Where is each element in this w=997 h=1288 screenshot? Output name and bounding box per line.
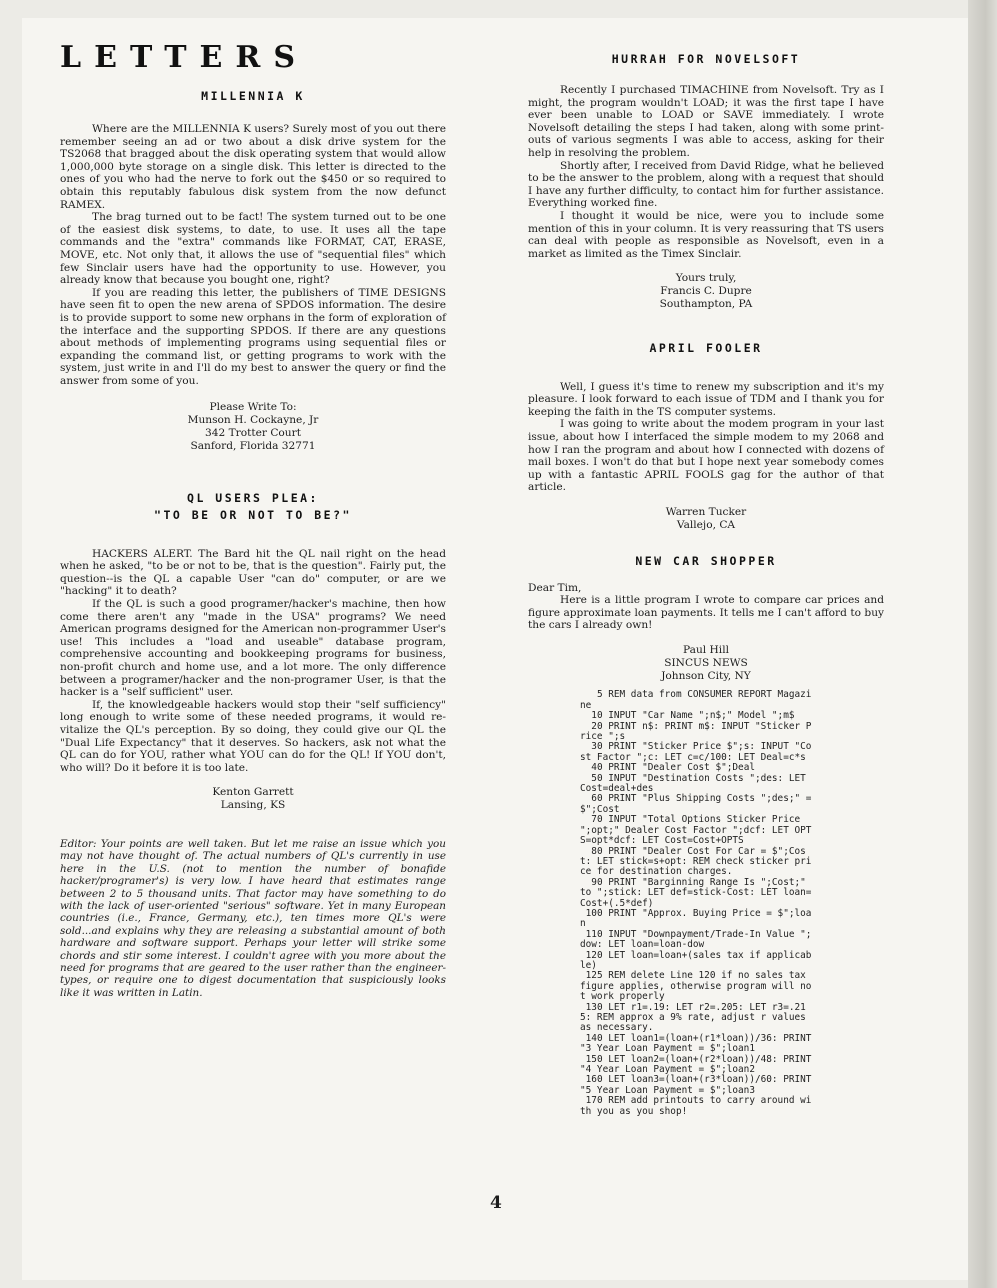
program-line: 70 INPUT "Total Options Sticker Price ";opt;" Dealer Cost Factor ";dcf: LET OPTS=opt*dcf: LET Cost=Cost+OPTS	[580, 814, 812, 847]
program-line: 50 INPUT "Destination Costs ";des: LET Cost=deal+des	[580, 772, 812, 795]
page-title: LETTERS	[60, 40, 309, 75]
millennia-paragraph: The brag turned out to be fact! The system turned out to be one of the easiest disk systems, to date, to use. It uses all the tape commands and the "extra" commands like FORMAT, CAT, ERASE, MOVE, etc. Not only that, it allows the use of "sequential files" which few Sinclair users have had the opportunity to use. However, you already know that because you bought one, right?	[60, 211, 446, 287]
salutation: Dear Tim,	[528, 581, 582, 594]
signature-line: 342 Trotter Court	[205, 427, 301, 440]
program-line: 140 LET loan1=(loan+(r1*loan))/36: PRINT "3 Year Loan Payment = $";loan1	[580, 1032, 818, 1055]
millennia-paragraph: Where are the MILLENNIA K users? Surely most of you out there remember seeing an ad or two about a disk drive system for the TS2068 that bragged about the disk operating system that would allow 1,000,000 byte storage on a single disk. This letter is directed to the ones of you who had the nerve to fork out the $450 or so required to obtain this reputably fabulous disk system from the now defunct RAMEX.	[60, 123, 446, 211]
newcar-signature	[528, 644, 884, 682]
editor-note: Editor: Your points are well taken. But let me raise an issue which you may not have thought of. The actual numbers of QL's currently in use here in the U.S. (not to mention the number of bonafide hacker/programer's) is very low. I have heard that estimates range between 2 to 5 thousand units. That factor may have something to do with the lack of user-oriented "serious" software. Yet in many European countries (i.e., France, Germany, etc.), ten times more QL's were sold...and explains why they are releasing a substantial amount of both hardware and software support. Perhaps your letter will strike some chords and stir some interest. I couldn't agree with you more about the need for programs that are geared to the user rather than the engineer-types, or require one to digest documentation that suspiciously looks like it was written in Latin.	[60, 837, 446, 999]
ql-paragraph: If, the knowledgeable hackers would stop their "self sufficiency" long enough to write some of these needed programs, it would re-vitalize the QL's perception. By so doing, they could give our QL the "Dual Life Expectancy" that it deserves. So hackers, ask not what the QL can do for YOU, rather what YOU can do for the QL! If YOU don't, who will? Do it before it is too late.	[60, 698, 446, 774]
program-line: 60 PRINT "Plus Shipping Costs ";des;" = $";Cost	[580, 793, 818, 815]
signature-line: Sanford, Florida 32771	[190, 439, 316, 452]
millennia-paragraph: If you are reading this letter, the publishers of TIME DESIGNS have seen fit to open the new arena of SPDOS information. The desire is to provide support to some new orphans in the form of exploration of the interface and the supporting SPDOS. If there are any questions about methods of implementing programs using sequential files or expanding the command list, or getting programs to work with the system, just write in and I'll do my best to answer the query or find the answer from some of you.	[60, 286, 446, 387]
signature-line: Yours truly,	[675, 272, 737, 285]
program-line: 10 INPUT "Car Name ";n$;" Model ";m$	[580, 710, 795, 722]
hurrah-paragraph: I thought it would be nice, were you to include some mention of this in your column. It is very reassuring that TS users can deal with people as responsible as Novelsoft, even in a market as limited as the Timex Sinclair.	[528, 209, 884, 260]
hurrah-title: HURRAH FOR NOVELSOFT	[611, 52, 801, 66]
ql-subtitle: "TO BE OR NOT TO BE?"	[154, 507, 352, 522]
signature-line: Paul Hill	[683, 644, 729, 657]
basic-program-listing	[580, 689, 818, 1117]
signature-line: Vallejo, CA	[676, 518, 736, 531]
newcar-paragraph: Here is a little program I wrote to compare car prices and figure approximate loan payments. It tells me I can't afford to buy the cars I already own!	[528, 594, 884, 632]
program-line: 130 LET r1=.19: LET r2=.205: LET r3=.215: REM approx a 9% rate, adjust r values as necessary.	[580, 1001, 812, 1034]
right-column	[528, 52, 884, 1117]
april-paragraph: I was going to write about the modem program in your last issue, about how I interfaced the simple modem to my 2068 and how I ran the program and about how I connected with dozens of mail boxes. I won't do that but I hope next year somebody comes up with a fantastic APRIL FOOLS gag for the author of that article.	[528, 418, 884, 494]
newcar-title: NEW CAR SHOPPER	[635, 553, 777, 568]
ql-paragraph: HACKERS ALERT. The Bard hit the QL nail right on the head when he asked, "to be or not to be, that is the question". Fairly put, the question--is the QL a capable User "can do" computer, or are we "hacking" it to death?	[60, 547, 446, 598]
signature-line: Southampton, PA	[659, 297, 753, 310]
program-line: 40 PRINT "Dealer Cost $";Deal	[580, 762, 755, 774]
program-line: 110 INPUT "Downpayment/Trade-In Value ";dow: LET loan=loan-dow	[580, 928, 812, 951]
signature-line: SINCUS NEWS	[664, 656, 748, 669]
left-column	[60, 40, 446, 999]
signature-line: Warren Tucker	[665, 506, 747, 519]
program-line: 170 REM add printouts to carry around with you as you shop!	[580, 1095, 812, 1117]
program-line: 5 REM data from CONSUMER REPORT Magazine	[580, 689, 812, 711]
program-line: 120 LET loan=loan+(sales tax if applicable)	[580, 949, 812, 971]
program-line: 20 PRINT n$: PRINT m$: INPUT "Sticker Price ";s	[580, 720, 812, 743]
millennia-signature	[60, 401, 446, 452]
april-signature	[528, 506, 884, 532]
signature-line: Munson H. Cockayne, Jr	[187, 414, 319, 427]
hurrah-paragraph: Recently I purchased TIMACHINE from Novelsoft. Try as I might, the program wouldn't LOAD; it was the first tape I have ever been unable to LOAD or SAVE immediately. I wrote Novelsoft detailing the steps I had taken, along with some print-outs of various segments I was able to access, asking for their help in resolving the problem.	[528, 84, 884, 159]
program-line: 125 REM delete Line 120 if no sales tax figure applies, otherwise program will not work properly	[580, 970, 812, 1003]
program-line: 100 PRINT "Approx. Buying Price = $";loan	[580, 907, 812, 930]
program-line: 80 PRINT "Dealer Cost For Car = $";Cost: LET stick=s+opt: REM check sticker price for destination charges.	[580, 845, 812, 878]
hurrah-signature	[528, 272, 884, 310]
signature-line: Francis C. Dupre	[660, 285, 752, 298]
signature-line: Kenton Garrett	[212, 786, 294, 799]
signature-line: Lansing, KS	[220, 799, 286, 812]
ql-paragraph: If the QL is such a good programer/hacker's machine, then how come there aren't any "made in the USA" programs? We need American programs designed for the American non-programmer User's use! This includes a "load and useable" database program, comprehensive accounting and bookkeeping programs for business, non-profit church and home use, and a lot more. The only difference between a programer/hacker and the non-programer User, is that the hacker is a "self sufficient" user.	[60, 598, 446, 699]
program-line: 90 PRINT "Barginning Range Is ";Cost;" to ";stick: LET def=stick-Cost: LET loan=Cost+(.5*def)	[580, 876, 812, 909]
april-title: APRIL FOOLER	[649, 340, 763, 355]
april-paragraph: Well, I guess it's time to renew my subscription and it's my pleasure. I look forward to each issue of TDM and I thank you for keeping the faith in the TS computer systems.	[528, 380, 884, 418]
ql-title: QL USERS PLEA:	[187, 490, 319, 505]
program-line: 150 LET loan2=(loan+(r2*loan))/48: PRINT "4 Year Loan Payment = $";loan2	[580, 1053, 818, 1076]
ql-signature	[60, 786, 446, 812]
millennia-title: MILLENNIA K	[201, 89, 305, 103]
signature-line: Johnson City, NY	[661, 669, 751, 682]
program-line: 160 LET loan3=(loan+(r3*loan))/60: PRINT "5 Year Loan Payment = $";loan3	[580, 1074, 818, 1096]
page-number: 4	[490, 1193, 502, 1213]
binding-edge	[968, 0, 997, 1288]
signature-line: Please Write To:	[209, 401, 297, 414]
hurrah-paragraph: Shortly after, I received from David Ridge, what he believed to be the answer to the problem, along with a request that should I have any further difficulty, to contact him for further assistance. Everything worked fine.	[528, 159, 884, 210]
program-line: 30 PRINT "Sticker Price $";s: INPUT "Cost Factor ";c: LET c=c/100: LET Deal=c*s	[580, 741, 812, 763]
